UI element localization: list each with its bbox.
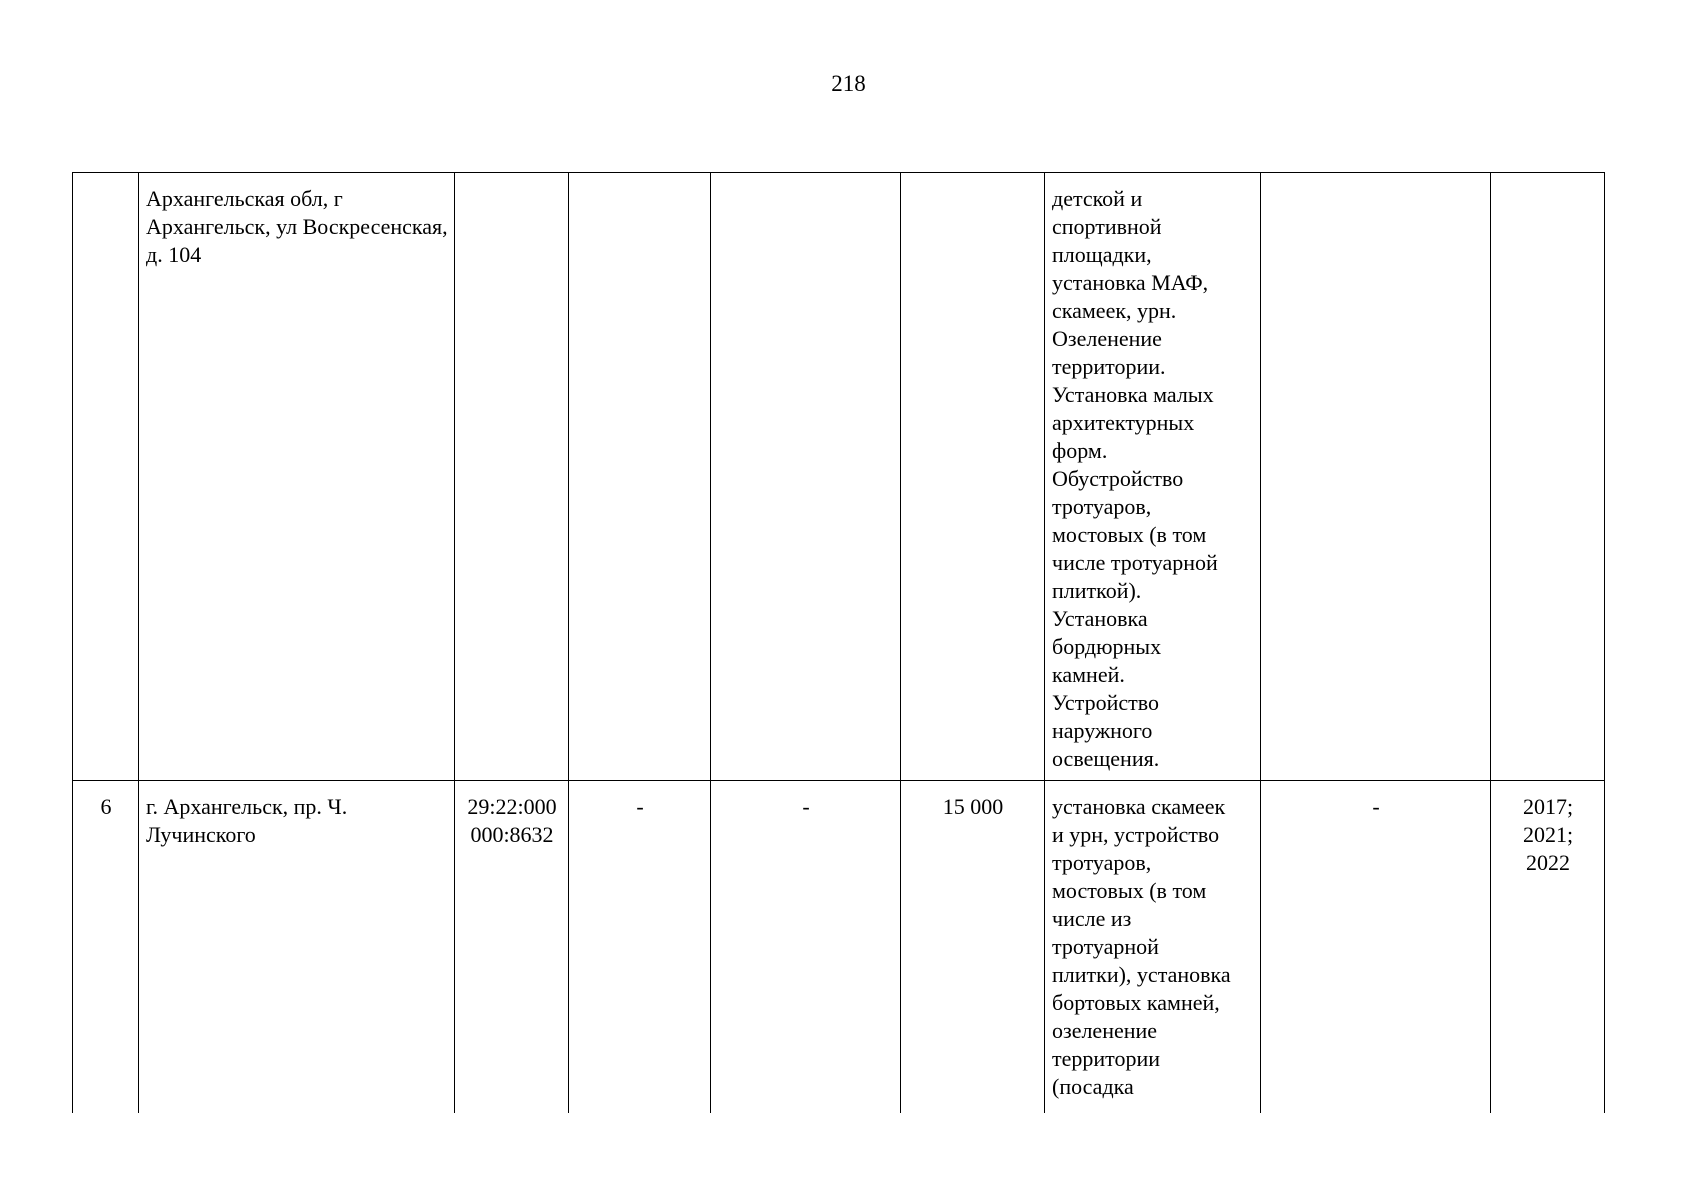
table-row bbox=[73, 781, 1605, 1114]
table-cell bbox=[569, 173, 711, 781]
years-cell: 2017; 2021; 2022 bbox=[1491, 781, 1605, 1114]
table-cell bbox=[1261, 173, 1491, 781]
cadastral-number-cell: 29:22:000 000:8632 bbox=[455, 781, 569, 1114]
cadastral-number-cell bbox=[455, 173, 569, 781]
table-cell bbox=[711, 173, 901, 781]
improvement-objects-table bbox=[72, 172, 1605, 1113]
amount-cell: 15 000 bbox=[901, 781, 1045, 1114]
row-number-cell bbox=[73, 173, 139, 781]
table-row bbox=[73, 173, 1605, 781]
table-cell: - bbox=[1261, 781, 1491, 1114]
row-number-cell: 6 bbox=[73, 781, 139, 1114]
page-number: 218 bbox=[831, 71, 866, 96]
works-description-cell: установка скамеек и урн, устройство тротуаров, мостовых (в том числе из тротуарной плитки), установка бортовых камней, озеленение территории (посадка bbox=[1045, 781, 1261, 1114]
amount-cell bbox=[901, 173, 1045, 781]
address-cell: Архангельская обл, г Архангельск, ул Воскресенская, д. 104 bbox=[139, 173, 455, 781]
works-description-cell: детской и спортивной площадки, установка МАФ, скамеек, урн. Озеленение территории. Установка малых архитектурных форм. Обустройство тротуаров, мостовых (в том числе тротуарной плиткой). Установка бордюрных камней. Устройство наружного освещения. bbox=[1045, 173, 1261, 781]
table-cell: - bbox=[711, 781, 901, 1114]
table-cell: - bbox=[569, 781, 711, 1114]
years-cell bbox=[1491, 173, 1605, 781]
address-cell: г. Архангельск, пр. Ч. Лучинского bbox=[139, 781, 455, 1114]
